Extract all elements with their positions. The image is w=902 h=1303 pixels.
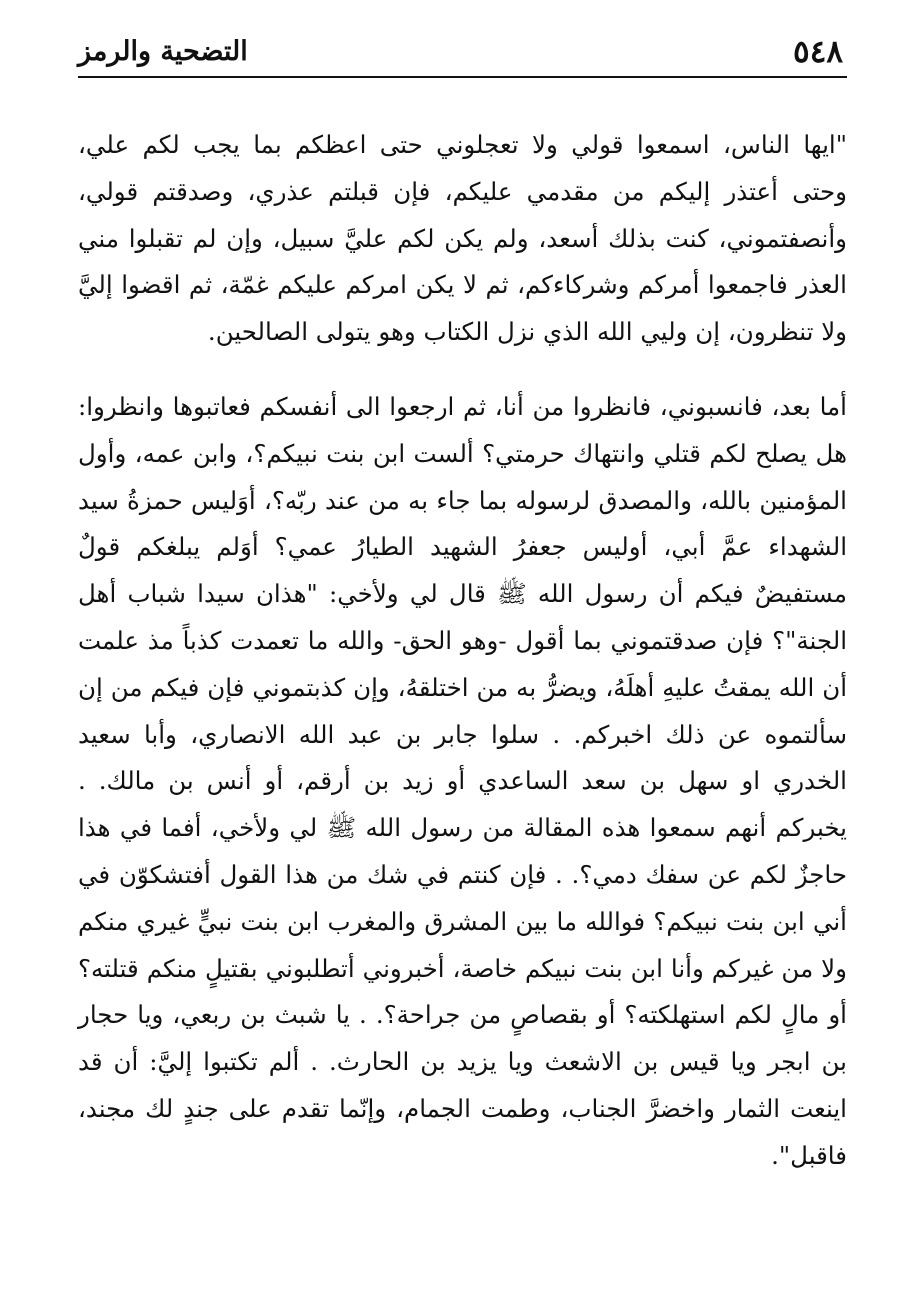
page-header bbox=[78, 30, 847, 78]
paragraph-speech-lineage: أما بعد، فانسبوني، فانظروا من أنا، ثم ارجعوا الى أنفسكم فعاتبوها وانظروا: هل يصلح لكم قتلي وانتهاك حرمتي؟ ألست ابن بنت نبيكم؟، وابن عمه، وأول المؤمنين بالله، والمصدق لرسوله بما جاء به من عند ربّه؟، أوَليس حمزةُ سيد الشهداء عمَّ أبي، أوليس جعفرُ الشهيد الطيارُ عمي؟ أوَلم يبلغكم قولٌ مستفيضٌ فيكم أن رسول الله ﷺ قال لي ولأخي: "هذان سيدا شباب أهل الجنة"؟ فإن صدقتموني بما أقول -وهو الحق- والله ما تعمدت كذباً مذ علمت أن الله يمقتُ عليهِ أهلَهُ، ويضرُّ به من اختلقهُ، وإن كذبتموني فإن فيكم من إن سألتموه عن ذلك اخبركم. . سلوا جابر بن عبد الله الانصاري، وأبا سعيد الخدري او سهل بن سعد الساعدي أو زيد بن أرقم، أو أنس بن مالك. . يخبركم أنهم سمعوا هذه المقالة من رسول الله ﷺ لي ولأخي، أفما في هذا حاجزٌ لكم عن سفك دمي؟. . فإن كنتم في شك من هذا القول أفتشكوّن في أني ابن بنت نبيكم؟ فوالله ما بين المشرق والمغرب ابن بنت نبيٍّ غيري منكم ولا من غيركم وأنا ابن بنت نبيكم خاصة، أخبروني أتطلبوني بقتيلٍ منكم قتلته؟ أو مالٍ لكم استهلكته؟ أو بقصاصٍ من جراحة؟. . يا شبث بن ربعي، ويا حجار بن ابجر ويا قيس بن الاشعث ويا يزيد بن الحارث. . ألم تكتبوا إليَّ: أن قد اينعت الثمار واخضرَّ الجناب، وطمت الجمام، وإنّما تقدم على جندٍ لك مجند، فاقبل". bbox=[78, 391, 847, 1170]
page-number: ٥٤٨ bbox=[793, 34, 843, 70]
running-title: التضحية والرمز bbox=[78, 36, 248, 67]
body-text bbox=[78, 122, 847, 1180]
paragraph-speech-opening: "ايها الناس، اسمعوا قولي ولا تعجلوني حتى اعظكم بما يجب لكم علي، وحتى أعتذر إليكم من مقدمي عليكم، فإن قبلتم عذري، وصدقتم قولي، وأنصفتموني، كنت بذلك أسعد، ولم يكن لكم عليَّ سبيل، وإن لم تقبلوا مني العذر فاجمعوا أمركم وشركاءكم، ثم لا يكن امركم عليكم غمّة، ثم اقضوا إليَّ ولا تنظرون، إن وليي الله الذي نزل الكتاب وهو يتولى الصالحين. bbox=[78, 130, 847, 347]
